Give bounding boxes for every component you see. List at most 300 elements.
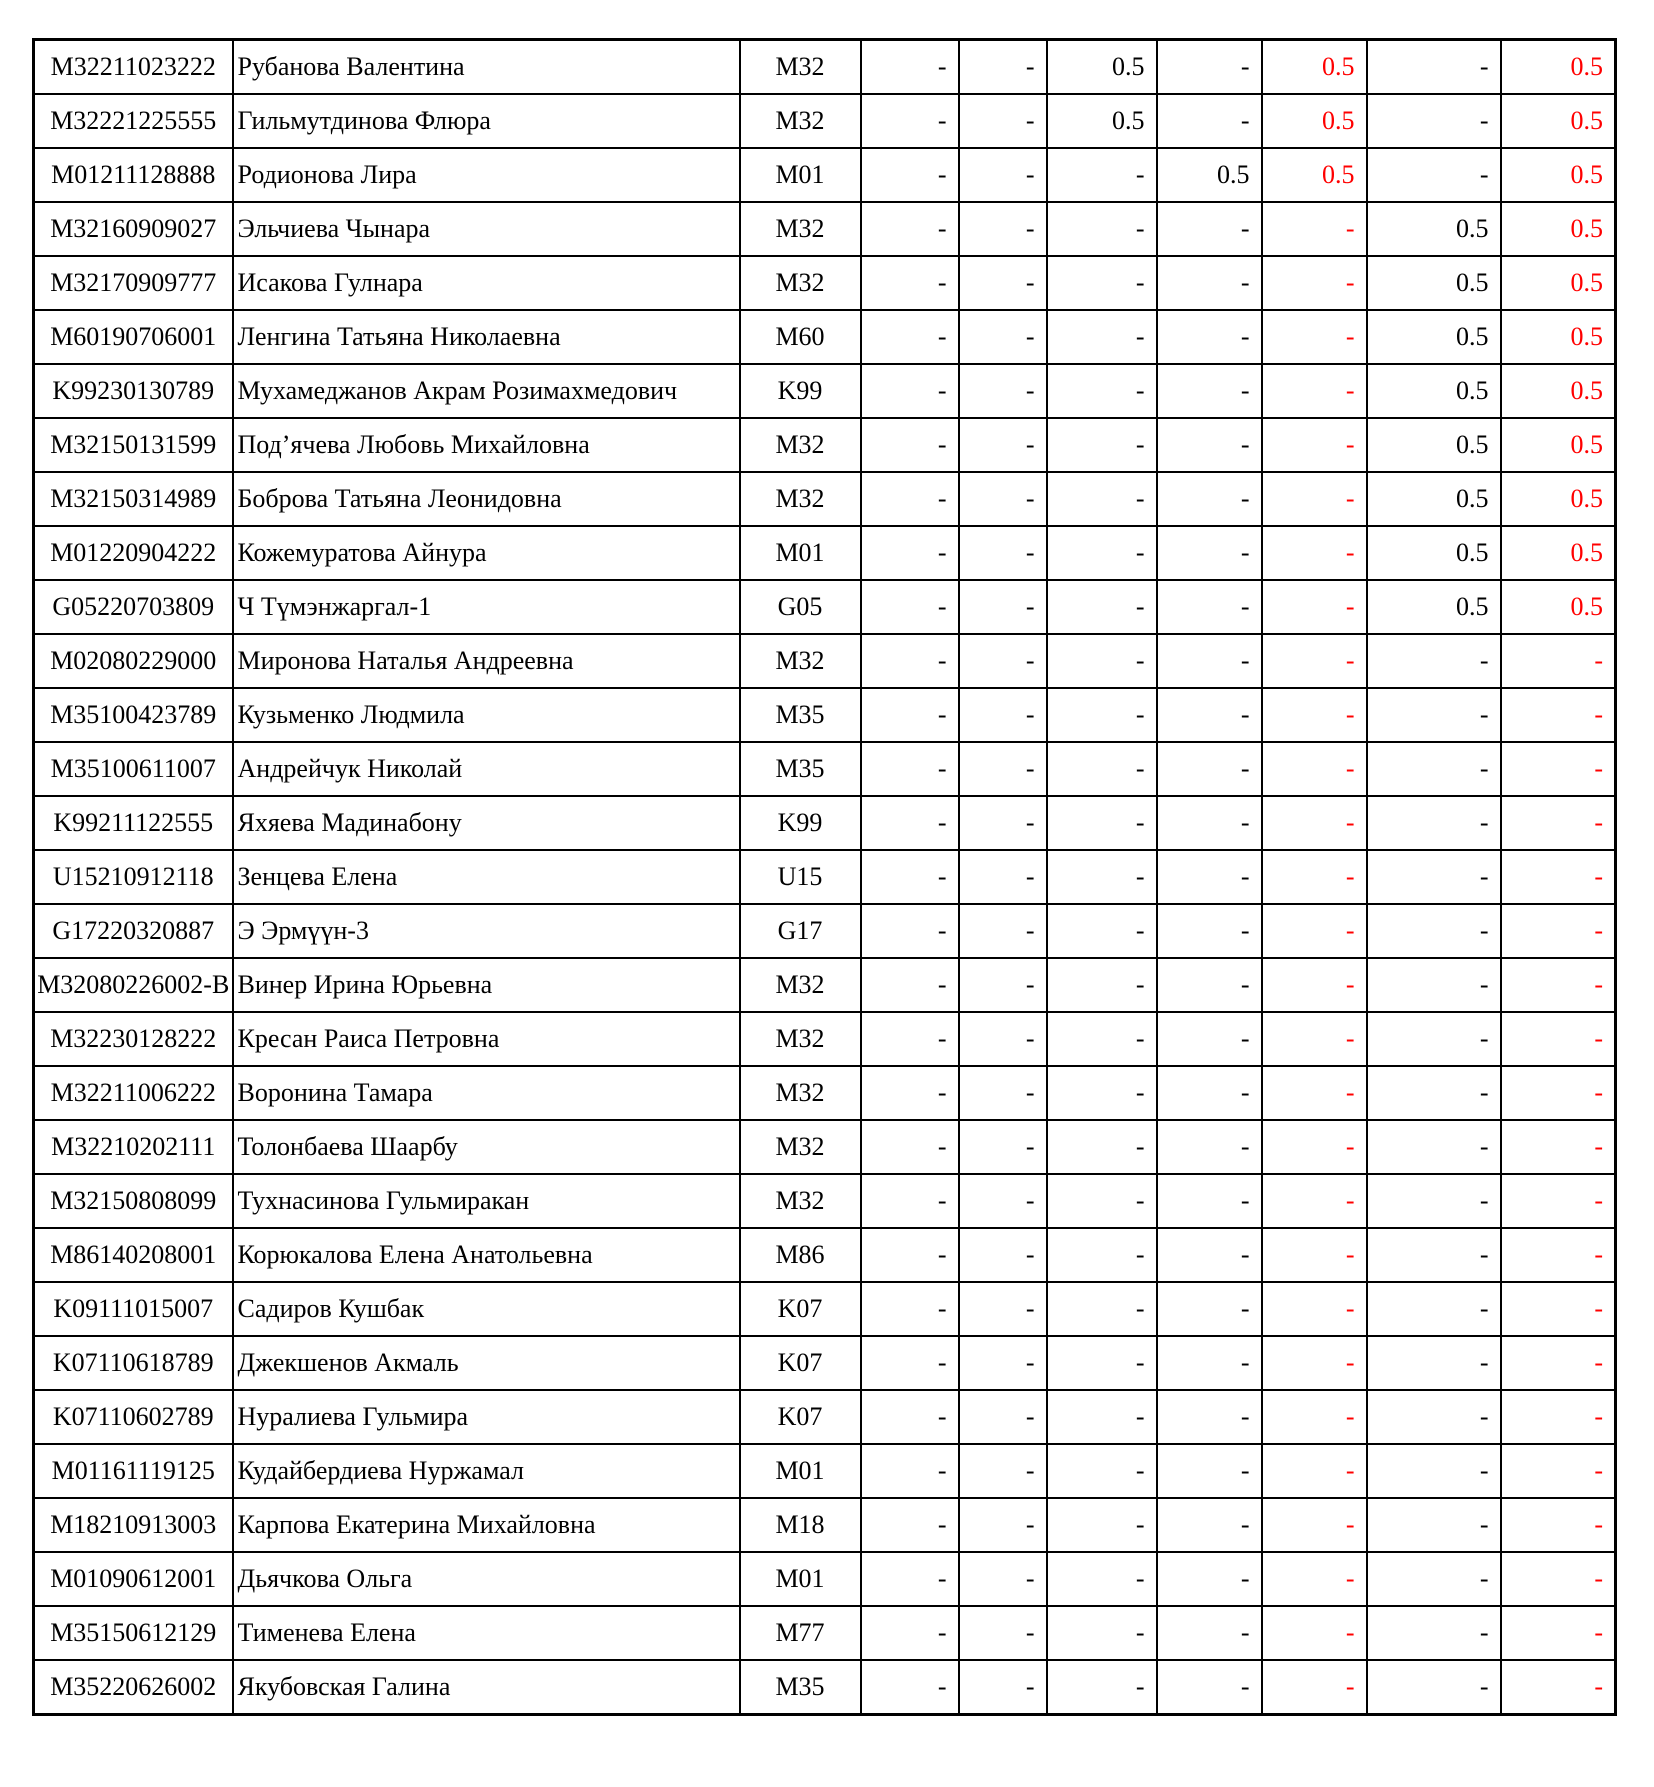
total-cell: - [1501, 958, 1616, 1012]
score-5-cell: - [1367, 1174, 1501, 1228]
score-3-cell: - [1047, 688, 1157, 742]
table-row [34, 958, 1616, 1012]
subtotal-cell: - [1262, 310, 1367, 364]
score-2-cell: - [959, 1606, 1047, 1660]
subtotal-cell: - [1262, 1498, 1367, 1552]
score-5-cell: - [1367, 1066, 1501, 1120]
score-5-cell: - [1367, 688, 1501, 742]
table-row [34, 94, 1616, 148]
club-cell: K07 [740, 1282, 861, 1336]
name-cell: Садиров Кушбак [233, 1282, 740, 1336]
name-cell: Родионова Лира [233, 148, 740, 202]
total-cell: 0.5 [1501, 580, 1616, 634]
score-2-cell: - [959, 94, 1047, 148]
total-cell: - [1501, 904, 1616, 958]
name-cell: Тухнасинова Гульмиракан [233, 1174, 740, 1228]
total-cell: 0.5 [1501, 94, 1616, 148]
score-4-cell: - [1157, 40, 1262, 95]
score-2-cell: - [959, 1120, 1047, 1174]
name-cell: Кресан Раиса Петровна [233, 1012, 740, 1066]
score-3-cell: - [1047, 1660, 1157, 1715]
score-4-cell: - [1157, 904, 1262, 958]
table-row [34, 202, 1616, 256]
total-cell: 0.5 [1501, 202, 1616, 256]
score-4-cell: - [1157, 256, 1262, 310]
score-5-cell: - [1367, 1282, 1501, 1336]
score-4-cell: - [1157, 1282, 1262, 1336]
subtotal-cell: - [1262, 526, 1367, 580]
total-cell: - [1501, 1066, 1616, 1120]
id-cell: M01211128888 [34, 148, 233, 202]
subtotal-cell: - [1262, 202, 1367, 256]
total-cell: 0.5 [1501, 148, 1616, 202]
score-4-cell: - [1157, 958, 1262, 1012]
score-5-cell: - [1367, 1444, 1501, 1498]
score-3-cell: - [1047, 1606, 1157, 1660]
table-row [34, 580, 1616, 634]
score-2-cell: - [959, 1390, 1047, 1444]
id-cell: M60190706001 [34, 310, 233, 364]
score-3-cell: - [1047, 742, 1157, 796]
score-1-cell: - [861, 958, 959, 1012]
club-cell: M32 [740, 1066, 861, 1120]
name-cell: Нуралиева Гульмира [233, 1390, 740, 1444]
total-cell: 0.5 [1501, 256, 1616, 310]
table-row [34, 364, 1616, 418]
score-4-cell: - [1157, 1444, 1262, 1498]
score-3-cell: - [1047, 1228, 1157, 1282]
id-cell: M86140208001 [34, 1228, 233, 1282]
score-2-cell: - [959, 1228, 1047, 1282]
score-4-cell: - [1157, 202, 1262, 256]
score-4-cell: - [1157, 1228, 1262, 1282]
total-cell: - [1501, 634, 1616, 688]
club-cell: M77 [740, 1606, 861, 1660]
table-row [34, 796, 1616, 850]
subtotal-cell: - [1262, 1390, 1367, 1444]
table-row [34, 472, 1616, 526]
total-cell: - [1501, 742, 1616, 796]
score-2-cell: - [959, 904, 1047, 958]
club-cell: M32 [740, 958, 861, 1012]
name-cell: Под’ячева Любовь Михайловна [233, 418, 740, 472]
results-table [32, 38, 1617, 1716]
score-1-cell: - [861, 418, 959, 472]
club-cell: M01 [740, 526, 861, 580]
score-3-cell: - [1047, 472, 1157, 526]
subtotal-cell: - [1262, 1120, 1367, 1174]
score-5-cell: 0.5 [1367, 310, 1501, 364]
total-cell: 0.5 [1501, 40, 1616, 95]
id-cell: U15210912118 [34, 850, 233, 904]
total-cell: - [1501, 796, 1616, 850]
name-cell: Мухамеджанов Акрам Розимахмедович [233, 364, 740, 418]
subtotal-cell: - [1262, 1066, 1367, 1120]
total-cell: 0.5 [1501, 364, 1616, 418]
table-row [34, 1444, 1616, 1498]
score-1-cell: - [861, 310, 959, 364]
score-2-cell: - [959, 1066, 1047, 1120]
table-row [34, 1066, 1616, 1120]
score-1-cell: - [861, 1444, 959, 1498]
id-cell: M32170909777 [34, 256, 233, 310]
score-2-cell: - [959, 958, 1047, 1012]
id-cell: M32080226002-B [34, 958, 233, 1012]
subtotal-cell: - [1262, 472, 1367, 526]
club-cell: M18 [740, 1498, 861, 1552]
score-3-cell: - [1047, 850, 1157, 904]
score-4-cell: - [1157, 526, 1262, 580]
club-cell: M32 [740, 634, 861, 688]
score-2-cell: - [959, 796, 1047, 850]
total-cell: - [1501, 1498, 1616, 1552]
score-1-cell: - [861, 256, 959, 310]
id-cell: M02080229000 [34, 634, 233, 688]
score-3-cell: - [1047, 418, 1157, 472]
subtotal-cell: 0.5 [1262, 148, 1367, 202]
score-5-cell: - [1367, 1498, 1501, 1552]
score-3-cell: - [1047, 1444, 1157, 1498]
table-row [34, 1012, 1616, 1066]
score-3-cell: - [1047, 148, 1157, 202]
table-row [34, 742, 1616, 796]
score-1-cell: - [861, 634, 959, 688]
score-4-cell: - [1157, 742, 1262, 796]
subtotal-cell: - [1262, 958, 1367, 1012]
club-cell: M32 [740, 94, 861, 148]
name-cell: Джекшенов Акмаль [233, 1336, 740, 1390]
table-body [34, 40, 1616, 1715]
score-4-cell: - [1157, 688, 1262, 742]
score-1-cell: - [861, 40, 959, 95]
score-4-cell: - [1157, 418, 1262, 472]
score-5-cell: 0.5 [1367, 418, 1501, 472]
score-4-cell: - [1157, 1498, 1262, 1552]
score-1-cell: - [861, 1282, 959, 1336]
name-cell: Боброва Татьяна Леонидовна [233, 472, 740, 526]
score-2-cell: - [959, 364, 1047, 418]
club-cell: K99 [740, 796, 861, 850]
score-1-cell: - [861, 796, 959, 850]
id-cell: K09111015007 [34, 1282, 233, 1336]
club-cell: M32 [740, 1174, 861, 1228]
id-cell: K99230130789 [34, 364, 233, 418]
score-5-cell: - [1367, 94, 1501, 148]
score-4-cell: - [1157, 1552, 1262, 1606]
club-cell: M35 [740, 688, 861, 742]
score-2-cell: - [959, 472, 1047, 526]
table-row [34, 634, 1616, 688]
score-3-cell: - [1047, 256, 1157, 310]
table-row [34, 256, 1616, 310]
id-cell: M32211006222 [34, 1066, 233, 1120]
score-1-cell: - [861, 1066, 959, 1120]
id-cell: M32150131599 [34, 418, 233, 472]
club-cell: M32 [740, 202, 861, 256]
club-cell: U15 [740, 850, 861, 904]
score-1-cell: - [861, 688, 959, 742]
score-5-cell: - [1367, 742, 1501, 796]
score-5-cell: - [1367, 1120, 1501, 1174]
score-1-cell: - [861, 1336, 959, 1390]
subtotal-cell: - [1262, 1174, 1367, 1228]
id-cell: M32210202111 [34, 1120, 233, 1174]
name-cell: Эльчиева Чынара [233, 202, 740, 256]
total-cell: - [1501, 1012, 1616, 1066]
score-5-cell: - [1367, 1228, 1501, 1282]
id-cell: K07110602789 [34, 1390, 233, 1444]
club-cell: K07 [740, 1390, 861, 1444]
score-3-cell: 0.5 [1047, 94, 1157, 148]
name-cell: Винер Ирина Юрьевна [233, 958, 740, 1012]
id-cell: M01161119125 [34, 1444, 233, 1498]
score-5-cell: 0.5 [1367, 364, 1501, 418]
subtotal-cell: - [1262, 364, 1367, 418]
club-cell: G17 [740, 904, 861, 958]
score-1-cell: - [861, 850, 959, 904]
id-cell: G05220703809 [34, 580, 233, 634]
id-cell: G17220320887 [34, 904, 233, 958]
score-2-cell: - [959, 1012, 1047, 1066]
club-cell: M35 [740, 1660, 861, 1715]
table-row [34, 526, 1616, 580]
score-5-cell: - [1367, 1660, 1501, 1715]
score-5-cell: - [1367, 850, 1501, 904]
name-cell: Э Эрмүүн-3 [233, 904, 740, 958]
id-cell: M32230128222 [34, 1012, 233, 1066]
club-cell: M60 [740, 310, 861, 364]
id-cell: M32150808099 [34, 1174, 233, 1228]
total-cell: - [1501, 1390, 1616, 1444]
id-cell: M35100423789 [34, 688, 233, 742]
subtotal-cell: - [1262, 688, 1367, 742]
score-4-cell: - [1157, 1174, 1262, 1228]
score-3-cell: - [1047, 364, 1157, 418]
score-1-cell: - [861, 364, 959, 418]
name-cell: Рубанова Валентина [233, 40, 740, 95]
score-2-cell: - [959, 1282, 1047, 1336]
score-2-cell: - [959, 1174, 1047, 1228]
score-2-cell: - [959, 310, 1047, 364]
subtotal-cell: - [1262, 742, 1367, 796]
subtotal-cell: - [1262, 1282, 1367, 1336]
total-cell: 0.5 [1501, 310, 1616, 364]
score-2-cell: - [959, 580, 1047, 634]
score-1-cell: - [861, 526, 959, 580]
score-5-cell: - [1367, 1552, 1501, 1606]
subtotal-cell: - [1262, 1444, 1367, 1498]
table-row [34, 1228, 1616, 1282]
score-5-cell: - [1367, 1012, 1501, 1066]
total-cell: - [1501, 1174, 1616, 1228]
score-1-cell: - [861, 202, 959, 256]
name-cell: Ч Түмэнжаргал-1 [233, 580, 740, 634]
table-row [34, 148, 1616, 202]
score-1-cell: - [861, 1120, 959, 1174]
score-1-cell: - [861, 94, 959, 148]
score-3-cell: - [1047, 634, 1157, 688]
score-5-cell: - [1367, 796, 1501, 850]
subtotal-cell: - [1262, 1660, 1367, 1715]
table-row [34, 1174, 1616, 1228]
name-cell: Дьячкова Ольга [233, 1552, 740, 1606]
total-cell: - [1501, 1120, 1616, 1174]
score-3-cell: - [1047, 1498, 1157, 1552]
score-2-cell: - [959, 688, 1047, 742]
subtotal-cell: - [1262, 418, 1367, 472]
score-3-cell: - [1047, 1390, 1157, 1444]
name-cell: Кожемуратова Айнура [233, 526, 740, 580]
table-row [34, 40, 1616, 95]
id-cell: M32221225555 [34, 94, 233, 148]
score-1-cell: - [861, 1552, 959, 1606]
name-cell: Тименева Елена [233, 1606, 740, 1660]
score-2-cell: - [959, 1660, 1047, 1715]
score-1-cell: - [861, 1498, 959, 1552]
name-cell: Ленгина Татьяна Николаевна [233, 310, 740, 364]
id-cell: M32211023222 [34, 40, 233, 95]
subtotal-cell: - [1262, 1606, 1367, 1660]
score-1-cell: - [861, 904, 959, 958]
score-4-cell: - [1157, 1660, 1262, 1715]
score-1-cell: - [861, 1606, 959, 1660]
table-row [34, 1606, 1616, 1660]
subtotal-cell: - [1262, 1336, 1367, 1390]
id-cell: M32160909027 [34, 202, 233, 256]
score-5-cell: 0.5 [1367, 472, 1501, 526]
total-cell: - [1501, 1606, 1616, 1660]
score-3-cell: - [1047, 310, 1157, 364]
score-3-cell: - [1047, 1120, 1157, 1174]
club-cell: G05 [740, 580, 861, 634]
score-2-cell: - [959, 1552, 1047, 1606]
score-2-cell: - [959, 418, 1047, 472]
club-cell: M86 [740, 1228, 861, 1282]
club-cell: K99 [740, 364, 861, 418]
id-cell: M32150314989 [34, 472, 233, 526]
subtotal-cell: - [1262, 256, 1367, 310]
club-cell: M32 [740, 1120, 861, 1174]
score-3-cell: - [1047, 796, 1157, 850]
score-1-cell: - [861, 1660, 959, 1715]
name-cell: Якубовская Галина [233, 1660, 740, 1715]
name-cell: Толонбаева Шаарбу [233, 1120, 740, 1174]
score-5-cell: 0.5 [1367, 526, 1501, 580]
club-cell: M01 [740, 148, 861, 202]
score-1-cell: - [861, 148, 959, 202]
score-2-cell: - [959, 634, 1047, 688]
name-cell: Корюкалова Елена Анатольевна [233, 1228, 740, 1282]
score-2-cell: - [959, 202, 1047, 256]
score-4-cell: - [1157, 1390, 1262, 1444]
table-row [34, 1336, 1616, 1390]
total-cell: - [1501, 1228, 1616, 1282]
table-row [34, 904, 1616, 958]
score-4-cell: - [1157, 310, 1262, 364]
club-cell: M32 [740, 1012, 861, 1066]
total-cell: 0.5 [1501, 472, 1616, 526]
score-2-cell: - [959, 148, 1047, 202]
score-1-cell: - [861, 1228, 959, 1282]
score-5-cell: - [1367, 1336, 1501, 1390]
table-row [34, 1552, 1616, 1606]
subtotal-cell: 0.5 [1262, 94, 1367, 148]
subtotal-cell: - [1262, 904, 1367, 958]
name-cell: Андрейчук Николай [233, 742, 740, 796]
id-cell: M35100611007 [34, 742, 233, 796]
name-cell: Кузьменко Людмила [233, 688, 740, 742]
subtotal-cell: - [1262, 796, 1367, 850]
score-3-cell: - [1047, 202, 1157, 256]
score-4-cell: - [1157, 472, 1262, 526]
score-5-cell: 0.5 [1367, 256, 1501, 310]
subtotal-cell: 0.5 [1262, 40, 1367, 95]
score-2-cell: - [959, 1498, 1047, 1552]
score-3-cell: - [1047, 1282, 1157, 1336]
score-5-cell: - [1367, 634, 1501, 688]
score-5-cell: 0.5 [1367, 580, 1501, 634]
id-cell: M18210913003 [34, 1498, 233, 1552]
table-row [34, 1498, 1616, 1552]
club-cell: M01 [740, 1444, 861, 1498]
table-row [34, 1390, 1616, 1444]
id-cell: M35220626002 [34, 1660, 233, 1715]
total-cell: - [1501, 1552, 1616, 1606]
score-4-cell: - [1157, 634, 1262, 688]
subtotal-cell: - [1262, 1552, 1367, 1606]
club-cell: M32 [740, 40, 861, 95]
table-row [34, 1660, 1616, 1715]
club-cell: M32 [740, 256, 861, 310]
score-5-cell: - [1367, 148, 1501, 202]
name-cell: Воронина Тамара [233, 1066, 740, 1120]
club-cell: M35 [740, 742, 861, 796]
name-cell: Миронова Наталья Андреевна [233, 634, 740, 688]
total-cell: - [1501, 1444, 1616, 1498]
score-4-cell: - [1157, 1066, 1262, 1120]
subtotal-cell: - [1262, 1012, 1367, 1066]
score-2-cell: - [959, 850, 1047, 904]
score-1-cell: - [861, 472, 959, 526]
subtotal-cell: - [1262, 634, 1367, 688]
id-cell: K99211122555 [34, 796, 233, 850]
score-4-cell: - [1157, 94, 1262, 148]
score-4-cell: - [1157, 1606, 1262, 1660]
id-cell: M01220904222 [34, 526, 233, 580]
score-5-cell: - [1367, 1606, 1501, 1660]
club-cell: M32 [740, 418, 861, 472]
club-cell: K07 [740, 1336, 861, 1390]
score-5-cell: - [1367, 904, 1501, 958]
total-cell: - [1501, 688, 1616, 742]
score-3-cell: - [1047, 1174, 1157, 1228]
score-4-cell: 0.5 [1157, 148, 1262, 202]
id-cell: M35150612129 [34, 1606, 233, 1660]
score-5-cell: - [1367, 958, 1501, 1012]
score-3-cell: - [1047, 1552, 1157, 1606]
total-cell: - [1501, 1660, 1616, 1715]
score-5-cell: 0.5 [1367, 202, 1501, 256]
total-cell: 0.5 [1501, 418, 1616, 472]
score-4-cell: - [1157, 580, 1262, 634]
score-5-cell: - [1367, 40, 1501, 95]
score-3-cell: - [1047, 958, 1157, 1012]
table-row [34, 418, 1616, 472]
score-4-cell: - [1157, 1336, 1262, 1390]
name-cell: Зенцева Елена [233, 850, 740, 904]
score-5-cell: - [1367, 1390, 1501, 1444]
score-4-cell: - [1157, 1120, 1262, 1174]
